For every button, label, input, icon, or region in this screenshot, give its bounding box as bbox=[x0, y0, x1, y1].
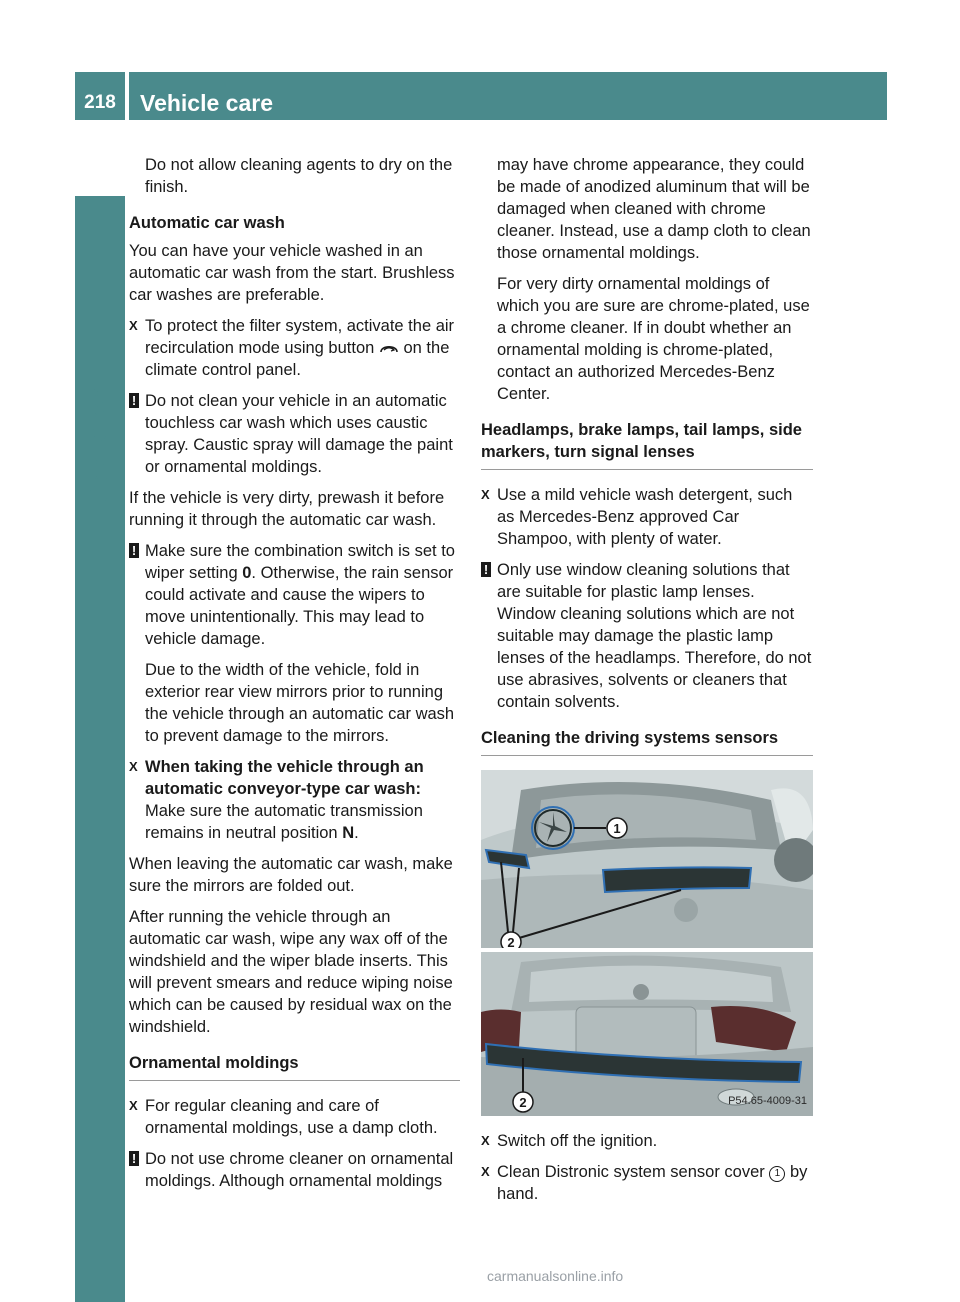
paragraph: After running the vehicle through an automatic car wash, wipe any wax off of the windshield and the wiper blade inserts. This will prevent smears and reduce wiping noise which can be caused by residual wax on the windshield. bbox=[129, 908, 453, 1036]
heading-automatic-car-wash: Automatic car wash bbox=[129, 214, 285, 232]
step-marker-icon: X bbox=[129, 318, 138, 333]
warning-icon: ! bbox=[129, 393, 139, 408]
sensor-figure bbox=[481, 770, 813, 1116]
step-marker-icon: X bbox=[129, 1098, 138, 1113]
step-item: X Switch off the ignition. bbox=[481, 1132, 658, 1150]
paragraph: You can have your vehicle washed in an automatic car wash from the start. Brushless car washes are preferable. bbox=[129, 242, 455, 304]
warning-item: ! Make sure the combination switch is set to wiper setting 0. Otherwise, the rain sensor could activate and cause the wipers to move unintentionally. This may lead to vehicle damage. Due to the width of the vehicle, fold in exterior rear view mirrors prior to running the vehicle through an automatic car wash to prevent damage to the mirrors. bbox=[129, 540, 460, 747]
watermark: carmanualsonline.info bbox=[487, 1268, 624, 1284]
right-column bbox=[481, 154, 813, 1214]
step-item: X For regular cleaning and care of ornamental moldings, use a damp cloth. bbox=[129, 1097, 438, 1137]
step-item: X To protect the filter system, activate the air recirculation mode using button on the climate control panel. bbox=[129, 317, 455, 379]
callout-2a: 2 bbox=[507, 935, 515, 948]
step-marker-icon: X bbox=[481, 1164, 490, 1179]
paragraph: When leaving the automatic car wash, make sure the mirrors are folded out. bbox=[129, 855, 453, 895]
heading-headlamps: Headlamps, brake lamps, tail lamps, side markers, turn signal lenses bbox=[481, 419, 813, 470]
step-marker-icon: X bbox=[129, 759, 138, 774]
recirculation-icon bbox=[379, 342, 399, 354]
side-tab bbox=[75, 196, 125, 1302]
warning-icon: ! bbox=[481, 562, 491, 577]
callout-1: 1 bbox=[613, 821, 621, 836]
step-marker-icon: X bbox=[481, 487, 490, 502]
section-title: Vehicle care bbox=[129, 72, 887, 120]
side-tab-label: Operation bbox=[85, 385, 114, 505]
left-column bbox=[129, 154, 460, 1201]
callout-2b: 2 bbox=[519, 1095, 527, 1110]
warning-item: ! Only use window cleaning solutions that are suitable for plastic lamp lenses. Window cleaning solutions which are not suitable may damage the plastic lamp lenses of the headlamps. Therefore, do not use abrasives, solvents or cleaners that contain solvents. bbox=[481, 559, 813, 713]
warning-icon: ! bbox=[129, 543, 139, 558]
heading-ornamental-moldings: Ornamental moldings bbox=[129, 1052, 460, 1081]
paragraph: Do not allow cleaning agents to dry on the finish. bbox=[145, 156, 453, 196]
warning-icon: ! bbox=[129, 1151, 139, 1166]
paragraph: Due to the width of the vehicle, fold in exterior rear view mirrors prior to running the vehicle through an automatic car wash to prevent damage to the mirrors. bbox=[145, 661, 455, 745]
paragraph: For very dirty ornamental moldings of which you are sure are chrome-plated, use a chrome cleaner. If in doubt whether an ornamental molding is chrome-plated, contact an authorized Mercedes-Benz Center. bbox=[497, 275, 810, 403]
front-bumper-photo bbox=[481, 770, 813, 948]
step-marker-icon: X bbox=[481, 1133, 490, 1148]
step-item: X Clean Distronic system sensor cover 1 by hand. bbox=[481, 1163, 808, 1203]
warning-item: ! Do not use chrome cleaner on ornamental moldings. Although ornamental moldings bbox=[129, 1148, 460, 1192]
page-number: 218 bbox=[75, 72, 125, 120]
step-item: X When taking the vehicle through an automatic conveyor-type car wash: Make sure the automatic transmission remains in neutral position N. bbox=[129, 758, 424, 842]
figure-code: P54.65-4009-31 bbox=[728, 1095, 807, 1107]
callout-inline: 1 bbox=[769, 1166, 785, 1182]
paragraph: If the vehicle is very dirty, prewash it before running it through the automatic car wash. bbox=[129, 489, 445, 529]
paragraph: may have chrome appearance, they could be made of anodized aluminum that will be damaged when cleaned with chrome cleaner. Instead, use a damp cloth to clean those ornamental moldings. bbox=[497, 156, 811, 262]
warning-item: ! Do not clean your vehicle in an automatic touchless car wash which uses caustic spray. Caustic spray will damage the paint or ornamental moldings. bbox=[129, 390, 460, 478]
step-item: X Use a mild vehicle wash detergent, such as Mercedes-Benz approved Car Shampoo, with plenty of water. bbox=[481, 486, 793, 548]
heading-driving-systems-sensors: Cleaning the driving systems sensors bbox=[481, 727, 813, 756]
